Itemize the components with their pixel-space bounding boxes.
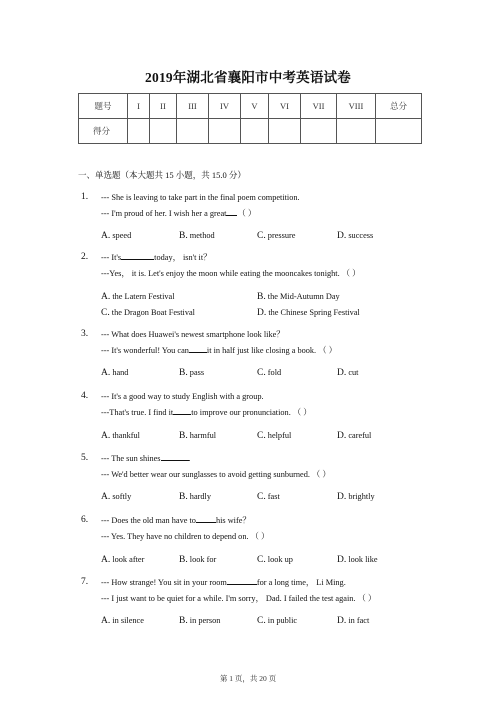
option-c[interactable]: C. pressure bbox=[257, 231, 296, 241]
question-number: 4. bbox=[81, 391, 89, 401]
option-c[interactable]: C. helpful bbox=[257, 431, 292, 441]
option-a[interactable]: A. hand bbox=[101, 368, 129, 378]
score-cell: VIII bbox=[337, 94, 376, 119]
option-c[interactable]: C. fold bbox=[257, 368, 282, 378]
question-line: --- She is leaving to take part in the final poem competition. bbox=[101, 193, 300, 202]
score-blank-cell bbox=[209, 119, 241, 144]
answer-blank bbox=[227, 575, 257, 585]
question-line: --- It's wonderful! You can it in half just like closing a book. （ ） bbox=[101, 343, 337, 359]
question-number: 6. bbox=[81, 515, 89, 525]
option-b[interactable]: B. look for bbox=[179, 555, 217, 565]
question-line: --- The sun shines . bbox=[101, 451, 191, 467]
option-d[interactable]: D. the Chinese Spring Festival bbox=[257, 308, 360, 318]
question-line: --- We'd better wear our sunglasses to avoid getting sunburned. （ ） bbox=[101, 470, 331, 479]
answer-blank bbox=[189, 343, 207, 353]
score-table-header-row bbox=[79, 94, 422, 119]
question-number: 3. bbox=[81, 329, 89, 339]
question-line: --- How strange! You sit in your room for a long time， Li Ming. bbox=[101, 575, 346, 591]
score-cell: 题号 bbox=[79, 94, 128, 119]
exam-title: 2019年湖北省襄阳市中考英语试卷 bbox=[145, 70, 351, 85]
page-footer: 第 1 页，共 20 页 bbox=[219, 674, 277, 683]
option-c[interactable]: C. look up bbox=[257, 555, 293, 565]
score-cell: IV bbox=[209, 94, 241, 119]
score-blank-cell bbox=[241, 119, 269, 144]
score-row-label: 得分 bbox=[79, 119, 128, 144]
option-c[interactable]: C. the Dragon Boat Festival bbox=[101, 308, 195, 318]
score-blank-cell bbox=[177, 119, 209, 144]
question-line: --- I'm proud of her. I wish her a great （ ） bbox=[101, 206, 256, 222]
question-number: 5. bbox=[81, 453, 89, 463]
answer-blank bbox=[196, 513, 216, 523]
option-d[interactable]: D. look like bbox=[337, 555, 378, 565]
question-line: --- Yes. They have no children to depend on. （ ） bbox=[101, 532, 270, 541]
option-c[interactable]: C. in public bbox=[257, 616, 298, 626]
score-cell: III bbox=[177, 94, 209, 119]
score-blank-cell bbox=[301, 119, 337, 144]
section-heading: 一、单选题（本大题共 15 小题，共 15.0 分） bbox=[78, 170, 246, 180]
question-line: --- What does Huawei's newest smartphone look like？ bbox=[101, 330, 285, 339]
score-table bbox=[78, 93, 422, 144]
answer-blank bbox=[121, 250, 154, 260]
option-d[interactable]: D. cut bbox=[337, 368, 359, 378]
question-line: --- Does the old man have to his wife？ bbox=[101, 513, 251, 529]
score-cell: V bbox=[241, 94, 269, 119]
answer-blank bbox=[161, 451, 189, 461]
option-d[interactable]: D. success bbox=[337, 231, 374, 241]
option-b[interactable]: B. in person bbox=[179, 616, 221, 626]
score-blank-cell bbox=[337, 119, 376, 144]
question-line: --- It's today， isn't it？ bbox=[101, 250, 211, 266]
option-a[interactable]: A. in silence bbox=[101, 616, 144, 626]
question-line: --- It's a good way to study English with a group. bbox=[101, 392, 264, 401]
option-a[interactable]: A. look after bbox=[101, 555, 145, 565]
score-blank-cell bbox=[128, 119, 150, 144]
option-d[interactable]: D. brightly bbox=[337, 492, 375, 502]
option-b[interactable]: B. pass bbox=[179, 368, 205, 378]
score-blank-cell bbox=[269, 119, 301, 144]
answer-blank bbox=[173, 405, 191, 415]
score-table-score-row bbox=[79, 119, 422, 144]
score-cell: II bbox=[150, 94, 177, 119]
option-a[interactable]: A. the Latern Festival bbox=[101, 292, 175, 302]
score-cell: VII bbox=[301, 94, 337, 119]
option-c[interactable]: C. fast bbox=[257, 492, 280, 502]
option-d[interactable]: D. in fact bbox=[337, 616, 370, 626]
option-a[interactable]: A. speed bbox=[101, 231, 132, 241]
score-blank-cell bbox=[376, 119, 422, 144]
question-line: ---That's true. I find it to improve our pronunciation. （ ） bbox=[101, 405, 312, 421]
score-blank-cell bbox=[150, 119, 177, 144]
question-number: 1. bbox=[81, 192, 89, 202]
question-line: ---Yes， it is. Let's enjoy the moon while eating the mooncakes tonight. （ ） bbox=[101, 269, 361, 278]
score-cell: 总分 bbox=[376, 94, 422, 119]
answer-blank bbox=[226, 206, 237, 216]
option-a[interactable]: A. thankful bbox=[101, 431, 140, 441]
option-b[interactable]: B. the Mid-Autumn Day bbox=[257, 292, 340, 302]
question-number: 2. bbox=[81, 252, 89, 262]
option-b[interactable]: B. method bbox=[179, 231, 215, 241]
question-number: 7. bbox=[81, 577, 89, 587]
option-b[interactable]: B. hardly bbox=[179, 492, 211, 502]
option-d[interactable]: D. careful bbox=[337, 431, 372, 441]
option-b[interactable]: B. harmful bbox=[179, 431, 217, 441]
score-cell: I bbox=[128, 94, 150, 119]
question-line: --- I just want to be quiet for a while. I'm sorry， Dad. I failed the test again. （ ） bbox=[101, 594, 377, 603]
score-cell: VI bbox=[269, 94, 301, 119]
option-a[interactable]: A. softly bbox=[101, 492, 132, 502]
